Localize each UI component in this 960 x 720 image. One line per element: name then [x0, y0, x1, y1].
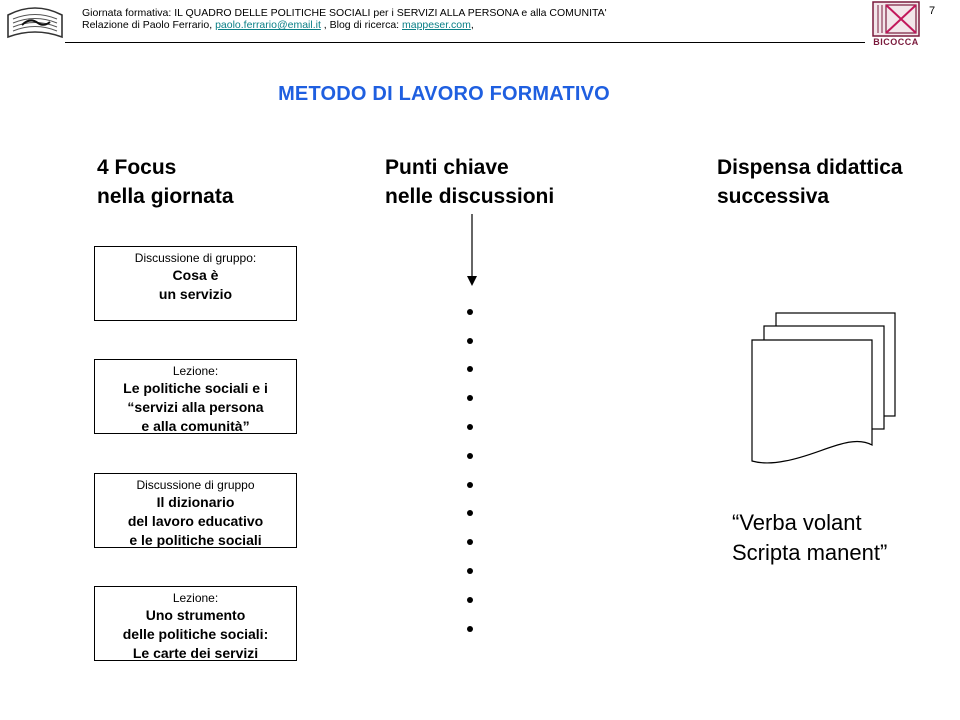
latin-quote [732, 508, 887, 568]
bullet-point [467, 453, 473, 459]
focus-box-line: Il dizionario [156, 494, 235, 510]
bullet-point [467, 395, 473, 401]
header-line2 [82, 19, 607, 31]
column-heading-line: nelle discussioni [385, 185, 555, 208]
focus-box-line: Uno strumento [145, 607, 246, 623]
bullet-point [467, 482, 473, 488]
focus-box-line: e le politiche sociali [129, 532, 262, 548]
column-heading-key-points [385, 153, 554, 211]
bullet-point [467, 366, 473, 372]
column-heading-line: nella giornata [97, 185, 234, 208]
bullet-point [467, 510, 473, 516]
university-logo-icon [872, 1, 920, 37]
focus-box-line: un servizio [158, 286, 233, 302]
focus-box-line: Le carte dei servizi [132, 645, 259, 661]
bullet-point [467, 309, 473, 315]
page-number: 7 [929, 5, 936, 17]
header-divider [65, 42, 865, 43]
focus-box-line: del lavoro educativo [127, 513, 264, 529]
down-arrow-icon [464, 214, 480, 288]
blog-link[interactable]: mappeser.com [402, 19, 471, 31]
focus-box-2 [94, 359, 297, 434]
focus-box-kind: Discussione di gruppo: [134, 251, 257, 265]
column-heading-line: successiva [717, 185, 830, 208]
column-heading-focus [97, 153, 234, 211]
bullet-point [467, 539, 473, 545]
column-heading-handout [717, 153, 903, 211]
focus-box-line: “servizi alla persona [127, 399, 264, 415]
quote-line: “Verba volant [732, 510, 862, 535]
focus-box-kind: Lezione: [172, 591, 219, 605]
header-line1: Giornata formativa: IL QUADRO DELLE POLITICHE SOCIALI per i SERVIZI ALLA PERSONA e alla COMUNITA' [82, 7, 607, 19]
column-heading-line: Dispensa didattica [717, 156, 903, 179]
focus-box-4 [94, 586, 297, 661]
focus-box-kind: Lezione: [172, 364, 219, 378]
focus-box-3 [94, 473, 297, 548]
quote-line: Scripta manent” [732, 540, 888, 565]
bullet-point [467, 424, 473, 430]
focus-box-line: delle politiche sociali: [122, 626, 269, 642]
bullet-point [467, 568, 473, 574]
bullet-point [467, 338, 473, 344]
header-suffix: , [470, 19, 474, 31]
column-heading-line: Punti chiave [385, 156, 509, 179]
header-blog-label: , Blog di ricerca: [320, 19, 402, 31]
focus-box-1 [94, 246, 297, 321]
focus-box-line: e alla comunità” [141, 418, 250, 434]
document-stack-icon [745, 305, 905, 475]
bullet-point [467, 626, 473, 632]
focus-box-kind: Discussione di gruppo [136, 478, 255, 492]
header-author: Relazione di Paolo Ferrario, [82, 19, 216, 31]
column-heading-line: 4 Focus [97, 156, 177, 179]
handshake-logo-icon [4, 3, 66, 43]
university-logo-text: BICOCCA [873, 37, 919, 47]
focus-box-line: Cosa è [172, 267, 219, 283]
bullet-point [467, 597, 473, 603]
header-info [82, 7, 607, 31]
email-link[interactable]: paolo.ferrario@email.it [215, 19, 321, 31]
focus-box-line: Le politiche sociali e i [123, 380, 268, 396]
slide-title: METODO DI LAVORO FORMATIVO [278, 83, 610, 105]
